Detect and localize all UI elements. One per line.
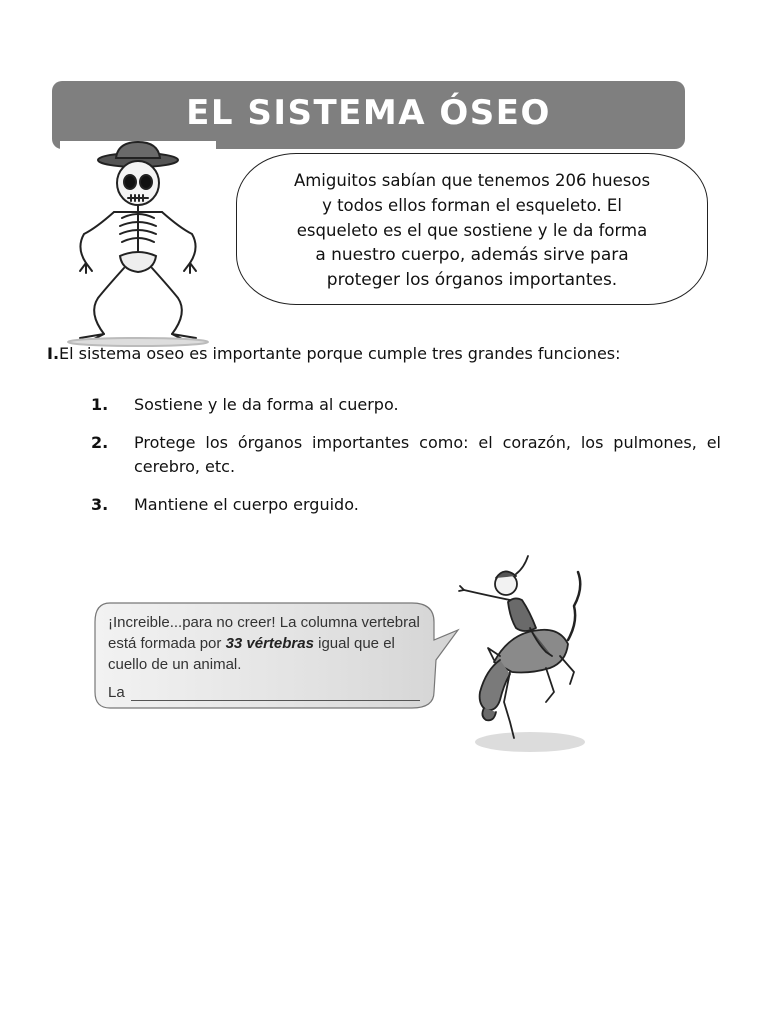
bubble-line: y todos ellos forman el esqueleto. El [322,196,622,215]
bubble-line: proteger los órganos importantes. [326,270,618,290]
list-text: Sostiene y le da forma al cuerpo. [134,395,399,414]
intro-sentence [47,344,621,363]
skeleton-illustration [58,138,218,348]
rider-illustration [450,552,590,757]
answer-row [108,684,420,701]
speech-bubble [236,153,708,305]
note-text [108,612,423,675]
bubble-line: a nuestro cuerpo, además sirve para [315,245,629,265]
list-text: Protege los órganos importantes como: el corazón, los pulmones, el cerebro, etc. [134,433,721,476]
list-text: Mantiene el cuerpo erguido. [134,495,359,514]
list-item [91,393,721,417]
list-item [91,431,721,479]
page-title: EL SISTEMA ÓSEO [186,93,551,133]
section-marker: I. [47,344,60,363]
list-item [91,493,721,517]
bubble-text [251,168,693,293]
functions-list [91,393,721,531]
bubble-line: esqueleto es el que sostiene y le da forma [296,221,648,240]
note-highlight: 33 vértebras [225,635,314,652]
list-number: 1. [91,395,109,414]
note-part: ¡Increible...para no creer! La columna vertebral está formada por [108,614,420,652]
intro-text: El sistema oseo es importante porque cumple tres grandes funciones: [59,344,621,363]
list-number: 2. [91,433,109,452]
list-number: 3. [91,495,109,514]
answer-prefix: La [108,684,125,701]
bubble-line: Amiguitos sabían que tenemos 206 huesos [293,171,651,190]
answer-blank-line[interactable] [131,684,420,701]
note-part: igual que el cuello de un animal. [108,635,395,673]
